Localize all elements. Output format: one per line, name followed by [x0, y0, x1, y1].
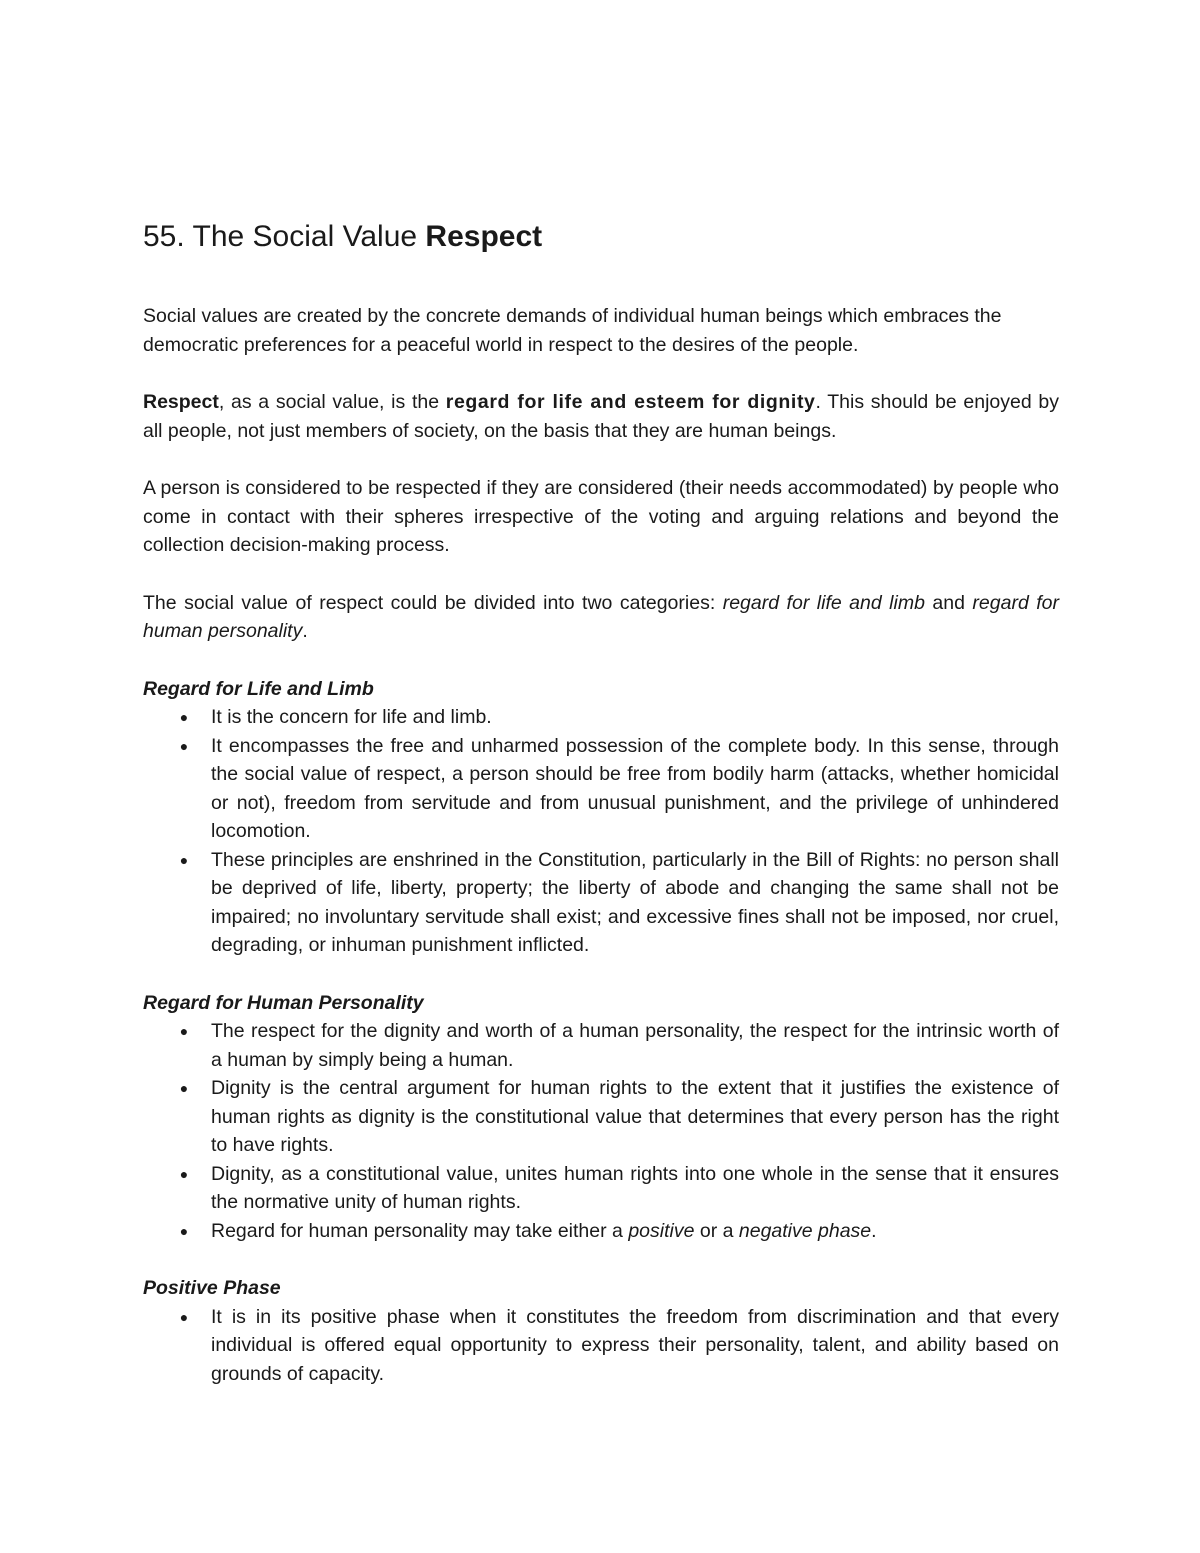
list-item [179, 1074, 1059, 1160]
list-human-personality [143, 1017, 1059, 1245]
categories-paragraph [143, 589, 1059, 646]
list-item [179, 1303, 1059, 1389]
list-item-text: Dignity, as a constitutional value, unites human rights into one whole in the sense that it ensures the normative unity of human rights. [211, 1162, 1059, 1213]
categories-lead: The social value of respect could be divided into two categories: [143, 591, 723, 614]
bullet-dot-icon: ● [179, 851, 189, 868]
respect-paragraph [143, 388, 1059, 445]
list-item [179, 732, 1059, 846]
bullet-dot-icon: ● [179, 1080, 189, 1096]
bullet-dot-icon: ● [179, 709, 189, 725]
section-heading-positive-phase: Positive Phase [143, 1277, 281, 1299]
list-item-text: Regard for human personality may take either a [211, 1219, 629, 1242]
list-item [179, 1017, 1059, 1074]
list-positive-phase [143, 1303, 1059, 1389]
page-title [143, 218, 1059, 256]
bullet-dot-icon: ● [179, 1165, 189, 1182]
list-item [179, 1217, 1059, 1246]
list-item-text: The respect for the dignity and worth of a human personality, the respect for the intrinsic worth of a human by simply being a human. [211, 1020, 1059, 1071]
list-item-text: It is the concern for life and limb. [211, 706, 492, 728]
intro-paragraph: Social values are created by the concrete demands of individual human beings which embraces the democratic preferences for a peaceful world in respect to the desires of the people. [143, 305, 1002, 356]
bullet-dot-icon: ● [179, 1308, 189, 1325]
list-item-text: or a [694, 1219, 739, 1242]
phase-positive: positive [628, 1219, 695, 1242]
list-item-text: It encompasses the free and unharmed possession of the complete body. In this sense, through the social value of respect, a person should be free from bodily harm (attacks, whether homicidal or not), freedom from servitude and from unusual punishment, and the privilege of unhindered locomotion. [211, 734, 1059, 842]
categories-and: and [924, 591, 973, 614]
respect-text-2: . This should be enjoyed by all people, not just members of society, on the basis that they are human beings. [143, 391, 1059, 442]
document-body [143, 218, 1059, 1417]
category-life-limb: regard for life and limb [722, 591, 925, 614]
section-heading-life-limb: Regard for Life and Limb [143, 677, 374, 700]
list-item [179, 703, 1059, 732]
respect-definition: regard for life and esteem for dignity [445, 391, 816, 413]
respect-term: Respect [143, 391, 219, 413]
list-item-text: . [871, 1219, 877, 1242]
categories-end: . [302, 620, 308, 642]
bullet-dot-icon: ● [179, 1023, 189, 1039]
list-item [179, 846, 1059, 960]
phase-negative: negative phase [738, 1219, 872, 1242]
list-item [179, 1160, 1059, 1217]
category-human-personality: regard for human personality [143, 591, 1060, 642]
person-paragraph: A person is considered to be respected if they are considered (their needs accommodated) by people who come in contact with their spheres irrespective of the voting and arguing relations and beyond the collection decision-making process. [143, 477, 1059, 556]
respect-text-1: , as a social value, is the [218, 391, 446, 413]
list-item-text: It is in its positive phase when it constitutes the freedom from discrimination and that every individual is offered equal opportunity to express their personality, talent, and ability based on grounds of capacity. [211, 1305, 1059, 1385]
bullet-dot-icon: ● [179, 1222, 189, 1239]
list-life-limb [143, 703, 1059, 960]
bullet-dot-icon: ● [179, 737, 189, 754]
title-number: 55. The Social Value [143, 220, 418, 253]
section-heading-human-personality: Regard for Human Personality [143, 991, 424, 1014]
title-bold: Respect [425, 220, 543, 253]
list-item-text: These principles are enshrined in the Constitution, particularly in the Bill of Rights: no person shall be deprived of life, liberty, property; the liberty of abode and changing the same shall not be impaired; no involuntary servitude shall exist; and excessive fines shall not be imposed, nor cruel, degrading, or inhuman punishment inflicted. [211, 848, 1059, 956]
list-item-text: Dignity is the central argument for human rights to the extent that it justifies the existence of human rights as dignity is the constitutional value that determines that every person has the right to have rights. [211, 1077, 1059, 1156]
